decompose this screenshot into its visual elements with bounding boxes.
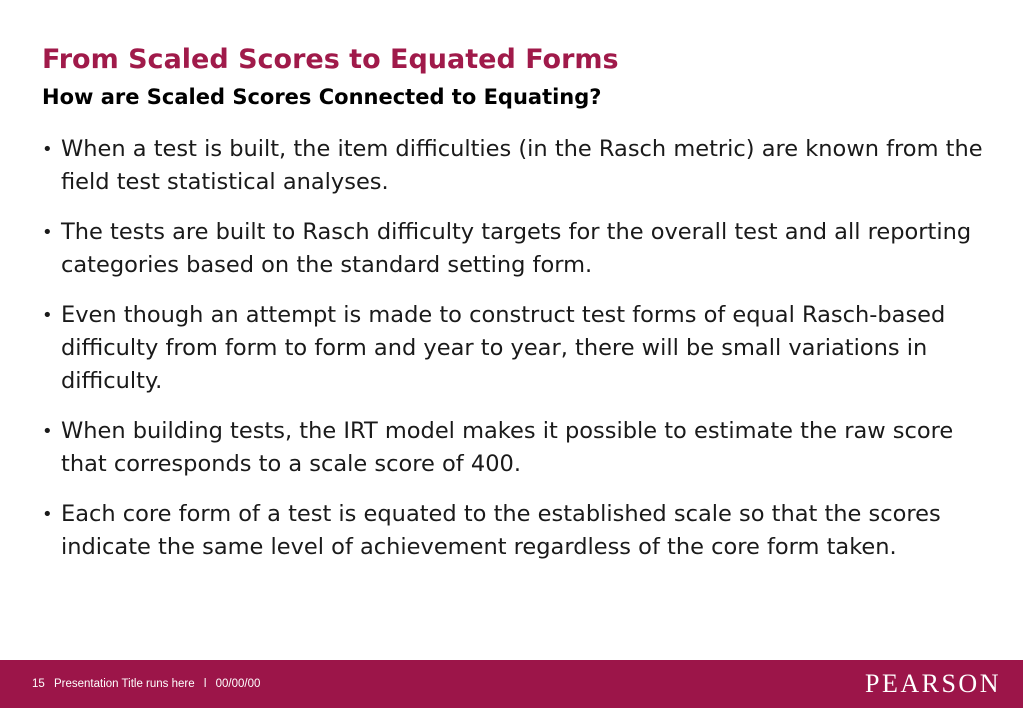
bullet-text: When building tests, the IRT model makes it possible to estimate the raw score that corresponds to a scale score of 400.	[61, 418, 954, 477]
slide-subtitle: How are Scaled Scores Connected to Equating?	[42, 85, 602, 109]
footer-bar	[0, 660, 1023, 708]
bullet-dot-icon: •	[42, 222, 53, 243]
presentation-title: Presentation Title runs here	[54, 678, 195, 690]
bullet-dot-icon: •	[42, 504, 53, 525]
bullet-dot-icon: •	[42, 305, 53, 326]
bullet-text: Each core form of a test is equated to the established scale so that the scores indicate the same level of achievement regardless of the core form taken.	[61, 501, 941, 560]
pearson-logo: PEARSON	[865, 669, 1001, 698]
bullet-dot-icon: •	[42, 139, 53, 160]
bullet-item	[42, 216, 992, 282]
bullet-item	[42, 133, 992, 199]
bullet-text: The tests are built to Rasch difficulty targets for the overall test and all reporting categories based on the standard setting form.	[61, 219, 972, 278]
page-number: 15	[32, 678, 45, 690]
bullet-text: When a test is built, the item difficulties (in the Rasch metric) are known from the field test statistical analyses.	[61, 136, 983, 195]
bullet-dot-icon: •	[42, 421, 53, 442]
footer-date: 00/00/00	[215, 678, 261, 690]
bullet-item	[42, 498, 992, 564]
bullet-item	[42, 299, 992, 398]
slide-title: From Scaled Scores to Equated Forms	[42, 44, 619, 75]
bullet-text: Even though an attempt is made to construct test forms of equal Rasch-based difficulty from form to form and year to year, there will be small variations in difficulty.	[61, 302, 946, 394]
bullet-item	[42, 415, 992, 481]
footer-separator: l	[203, 678, 207, 690]
bullet-list	[42, 133, 992, 581]
footer-info	[32, 676, 266, 692]
